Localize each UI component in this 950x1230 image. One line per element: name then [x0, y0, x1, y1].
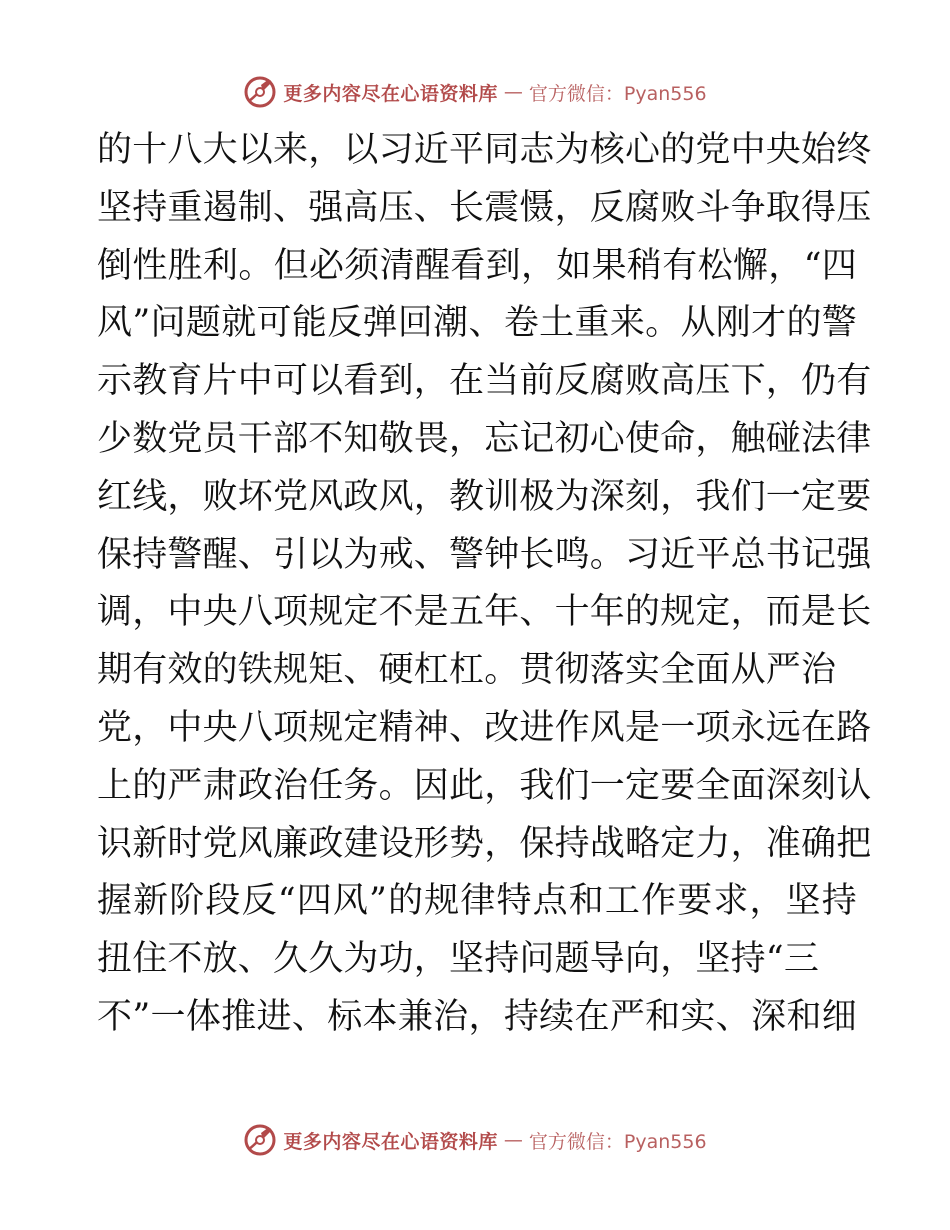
body-line: 倒性胜利。但必须清醒看到，如果稍有松懈，“四 — [97, 245, 857, 286]
footer-wechat-text: 官方微信：Pyan556 — [528, 1130, 707, 1153]
pen-circle-logo-icon — [243, 75, 277, 109]
body-line: 示教育片中可以看到，在当前反腐败高压下，仍有 — [97, 361, 872, 402]
header-brand-text: 更多内容尽在心语资料库 — [283, 82, 498, 105]
document-body — [97, 122, 872, 1047]
body-line: 红线，败坏党风政风，教训极为深刻，我们一定要 — [97, 476, 872, 517]
body-line: 保持警醒、引以为戒、警钟长鸣。习近平总书记强 — [97, 534, 872, 575]
footer-separator: — — [503, 1129, 523, 1151]
page-footer — [0, 1120, 950, 1160]
body-line: 上的严肃政治任务。因此，我们一定要全面深刻认 — [97, 765, 872, 806]
body-line: 风”问题就可能反弹回潮、卷土重来。从刚才的警 — [97, 303, 857, 344]
body-line: 握新阶段反“四风”的规律特点和工作要求，坚持 — [97, 881, 857, 922]
footer-brand-text: 更多内容尽在心语资料库 — [283, 1130, 498, 1153]
body-line: 坚持重遏制、强高压、长震慑，反腐败斗争取得压 — [97, 187, 872, 228]
body-line: 少数党员干部不知敬畏，忘记初心使命，触碰法律 — [97, 418, 872, 459]
header-wechat-text: 官方微信：Pyan556 — [528, 82, 707, 105]
body-line: 党，中央八项规定精神、改进作风是一项永远在路 — [97, 707, 872, 748]
pen-circle-logo-icon — [243, 1123, 277, 1157]
body-line: 调，中央八项规定不是五年、十年的规定，而是长 — [97, 592, 872, 633]
body-line: 识新时党风廉政建设形势，保持战略定力，准确把 — [97, 823, 872, 864]
body-line: 不”一体推进、标本兼治，持续在严和实、深和细 — [97, 996, 857, 1037]
body-line: 的十八大以来，以习近平同志为核心的党中央始终 — [97, 130, 872, 170]
page-header — [0, 72, 950, 112]
body-line: 扭住不放、久久为功，坚持问题导向，坚持“三 — [97, 939, 820, 980]
header-separator: — — [503, 81, 523, 103]
body-line: 期有效的铁规矩、硬杠杠。贯彻落实全面从严治 — [97, 650, 837, 691]
